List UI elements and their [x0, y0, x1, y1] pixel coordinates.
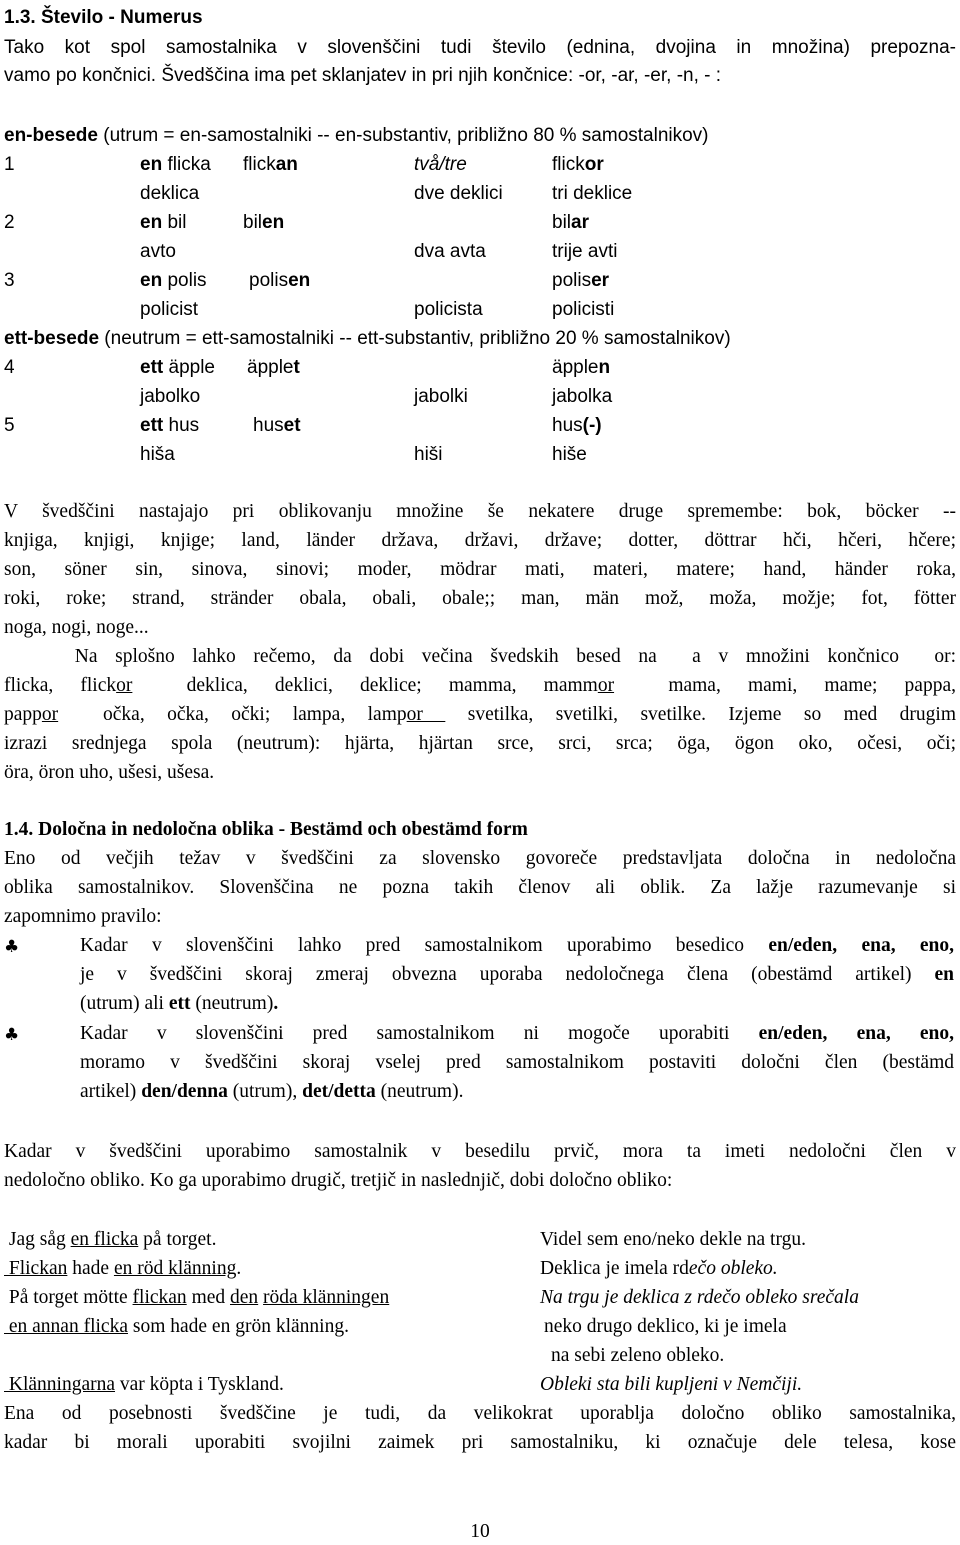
example-sl: Na trgu je deklica z rdečo obleko srečala	[540, 1287, 859, 1308]
example-sv: en annan flicka som hade en grön klänning.	[4, 1316, 349, 1337]
paragraph-line: izrazi srednjega spola (neutrum): hjärta, hjärtan srce, srci, srca; öga, ögon oko, očesi, oči;	[4, 733, 956, 754]
example-sv: På torget mötte flickan med den röda klänningen	[4, 1287, 390, 1308]
bullet-line: Kadar v slovenščini pred samostalnikom ni mogoče uporabiti en/eden, ena, eno,	[80, 1023, 954, 1044]
example-sv: Klänningarna var köpta i Tyskland.	[4, 1374, 284, 1395]
paragraph-line: oblika samostalnikov. Slovenščina ne pozna takih členov ali oblik. Za lažje razumevanje si	[4, 877, 956, 898]
paragraph-line: Ena od posebnosti švedščine je tudi, da velikokrat uporablja določno obliko samostalnika,	[4, 1403, 956, 1424]
paragraph-line: flicka, flickor deklica, deklici, deklice; mamma, mammor mama, mami, mame; pappa,	[4, 675, 956, 696]
club-bullet-icon: ♣	[4, 1025, 20, 1045]
club-bullet-icon: ♣	[4, 937, 20, 957]
bullet-line: Kadar v slovenščini lahko pred samostalnikom uporabimo besedico en/eden, ena, eno,	[80, 935, 954, 956]
paragraph-line: son, söner sin, sinova, sinovi; moder, mödrar mati, materi, matere; hand, händer roka,	[4, 559, 956, 580]
ett-besede-heading: ett-besede (neutrum = ett-samostalniki -- ett-substantiv, približno 20 % samostalnikov)	[4, 328, 731, 349]
paragraph-line: kadar bi morali uporabiti svojilni zaimek pri samostalniku, ki označuje dele telesa, kose	[4, 1432, 956, 1453]
paragraph-line: pappor očka, očka, očki; lampa, lampor svetilka, svetilki, svetilke. Izjeme so med drugim	[4, 704, 956, 725]
example-sl: neko drugo deklico, ki je imela	[544, 1316, 787, 1337]
example-sl: Videl sem eno/neko dekle na trgu.	[540, 1229, 806, 1250]
example-sl: Obleki sta bili kupljeni v Nemčiji.	[540, 1374, 803, 1395]
paragraph-line: Na splošno lahko rečemo, da dobi večina švedskih besed na a v množini končnico or:	[4, 646, 957, 667]
section-heading-1-4: 1.4. Določna in nedoločna oblika - Bestämd och obestämd form	[4, 819, 528, 840]
bullet-line: je v švedščini skoraj zmeraj obvezna uporaba nedoločnega člena (obestämd artikel) en	[80, 964, 954, 985]
paragraph-line: V švedščini nastajajo pri oblikovanju množine še nekatere druge spremembe: bok, böcker --	[4, 501, 956, 522]
paragraph-line: öra, öron uho, ušesi, ušesa.	[4, 762, 215, 783]
paragraph-line: vamo po končnici. Švedščina ima pet sklanjatev in pri njih končnice: -or, -ar, -er, -n, - :	[4, 65, 722, 86]
paragraph-line: knjiga, knjigi, knjige; land, länder država, državi, državе; dotter, döttrar hči, hčeri, hčere;	[4, 530, 956, 551]
paragraph-line: noga, nogi, noge...	[4, 617, 149, 638]
example-sl: na sebi zeleno obleko.	[551, 1345, 725, 1366]
paragraph-line: zapomnimo pravilo:	[4, 906, 162, 927]
example-sl: Deklica je imela rdečo obleko.	[540, 1258, 778, 1279]
page-number: 10	[470, 1521, 490, 1542]
bullet-line: (utrum) ali ett (neutrum).	[80, 993, 279, 1014]
section-heading-1-3: 1.3. Število - Numerus	[4, 7, 203, 28]
paragraph-line: roki, roke; strand, stränder obala, obali, obale;; man, män mož, moža, možje; fot, fötter	[4, 588, 956, 609]
paragraph-line: Eno od večjih težav v švedščini za slovensko govoreče predstavljata določna in nedoločna	[4, 848, 956, 869]
bullet-line: artikel) den/denna (utrum), det/detta (neutrum).	[80, 1081, 464, 1102]
bullet-line: moramo v švedščini skoraj vselej pred samostalnikom postaviti določni člen (bestämd	[80, 1052, 954, 1073]
paragraph-line: nedoločno obliko. Ko ga uporabimo drugič, tretjič in naslednjič, dobi določno obliko:	[4, 1170, 673, 1191]
example-sv: Flickan hade en röd klänning.	[4, 1258, 242, 1279]
paragraph-line: Tako kot spol samostalnika v slovenščini tudi število (ednina, dvojina in množina) prepozna-	[4, 37, 956, 58]
example-sv: Jag såg en flicka på torget.	[4, 1229, 217, 1250]
paragraph-line: Kadar v švedščini uporabimo samostalnik v besedilu prvič, mora ta imeti nedoločni člen v	[4, 1141, 956, 1162]
en-besede-heading: en-besede (utrum = en-samostalniki -- en-substantiv, približno 80 % samostalnikov)	[4, 125, 709, 146]
